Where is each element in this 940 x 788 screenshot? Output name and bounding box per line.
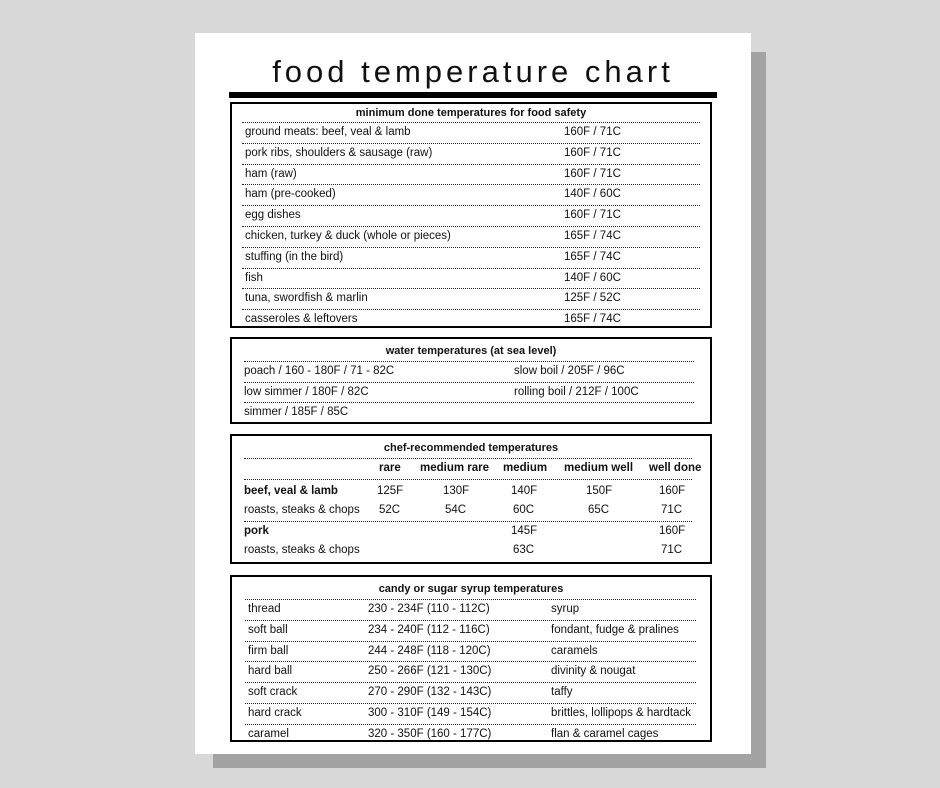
- safe-temp: 165F / 74C: [564, 313, 621, 326]
- candy-temp: 270 - 290F (132 - 143C): [368, 686, 492, 699]
- table-cell: 63C: [513, 544, 535, 557]
- safety-heading: minimum done temperatures for food safety: [355, 107, 587, 119]
- table-row: [242, 122, 700, 143]
- candy-temp: 300 - 310F (149 - 154C): [368, 706, 492, 719]
- candy-use: divinity & nougat: [551, 665, 636, 678]
- candy-use: caramels: [551, 644, 598, 657]
- candy-use: flan & caramel cages: [551, 727, 659, 740]
- chef-header-row: [244, 458, 702, 479]
- table-cell: 125F: [377, 484, 404, 497]
- candy-stage: hard ball: [248, 665, 293, 678]
- col-medium-well: medium well: [564, 462, 634, 474]
- candy-use: taffy: [551, 686, 573, 699]
- food-name: tuna, swordfish & marlin: [245, 292, 368, 305]
- table-row: [242, 288, 700, 309]
- pork-label: pork: [244, 524, 269, 537]
- food-name: pork ribs, shoulders & sausage (raw): [245, 146, 433, 159]
- chef-rows: [244, 458, 702, 561]
- water-left: poach / 160 - 180F / 71 - 82C: [244, 365, 395, 377]
- water-heading: water temperatures (at sea level): [385, 345, 557, 357]
- water-rows: [244, 361, 694, 423]
- candy-temp: 320 - 350F (160 - 177C): [368, 727, 492, 740]
- food-name: ham (pre-cooked): [245, 188, 336, 201]
- col-medium: medium: [503, 462, 548, 474]
- safe-temp: 140F / 60C: [564, 188, 621, 201]
- table-row: [242, 247, 700, 268]
- safe-temp: 160F / 71C: [564, 146, 621, 159]
- table-row: [242, 226, 700, 247]
- table-cell: 52C: [379, 503, 401, 516]
- chef-beef-c-row: [244, 501, 692, 521]
- table-row: [242, 184, 700, 205]
- table-row: [242, 268, 700, 289]
- water-right: slow boil / 205F / 96C: [514, 365, 625, 377]
- food-name: casseroles & leftovers: [245, 313, 358, 326]
- chef-table: [230, 434, 712, 564]
- table-cell: 60C: [513, 503, 535, 516]
- food-name: stuffing (in the bird): [245, 250, 344, 263]
- candy-stage: soft crack: [248, 686, 298, 699]
- candy-temp: 250 - 266F (121 - 130C): [368, 665, 492, 678]
- table-cell: 140F: [511, 484, 538, 497]
- table-cell: 54C: [445, 503, 467, 516]
- candy-use: syrup: [551, 603, 580, 615]
- beef-sub-label: roasts, steaks & chops: [244, 503, 360, 516]
- col-medium-rare: medium rare: [420, 462, 490, 474]
- candy-table: [230, 575, 712, 742]
- safety-table: [230, 102, 712, 328]
- chef-pork-f-row: [244, 521, 692, 542]
- candy-stage: caramel: [248, 727, 289, 740]
- food-name: fish: [245, 271, 263, 284]
- candy-stage: firm ball: [248, 644, 289, 657]
- safe-temp: 160F / 71C: [564, 209, 621, 222]
- table-row: [244, 402, 694, 423]
- food-name: egg dishes: [245, 209, 301, 222]
- table-row: [242, 164, 700, 185]
- table-cell: 71C: [661, 544, 683, 557]
- table-cell: 150F: [586, 484, 613, 497]
- safe-temp: 160F / 71C: [564, 126, 621, 138]
- candy-heading: candy or sugar syrup temperatures: [378, 583, 564, 595]
- table-row: [242, 143, 700, 164]
- safety-rows: [242, 122, 700, 330]
- table-row: [242, 309, 700, 330]
- safe-temp: 125F / 52C: [564, 292, 621, 305]
- table-cell: 71C: [661, 503, 683, 516]
- chef-heading: chef-recommended temperatures: [383, 442, 559, 454]
- water-right: rolling boil / 212F / 100C: [514, 385, 639, 398]
- table-cell: 130F: [443, 484, 470, 497]
- table-row: [244, 382, 694, 403]
- table-row: [242, 205, 700, 226]
- table-row: [245, 599, 696, 620]
- pork-sub-label: roasts, steaks & chops: [244, 544, 360, 557]
- table-row: [245, 682, 696, 703]
- chef-pork-c-row: [244, 541, 692, 561]
- candy-temp: 230 - 234F (110 - 112C): [368, 603, 490, 615]
- safe-temp: 165F / 74C: [564, 229, 621, 242]
- table-row: [245, 641, 696, 662]
- beef-label: beef, veal & lamb: [244, 484, 338, 497]
- water-left: low simmer / 180F / 82C: [244, 385, 369, 398]
- chef-beef-f-row: [244, 479, 692, 501]
- chart-sheet: [195, 33, 751, 754]
- food-name: ham (raw): [245, 167, 297, 180]
- table-row: [244, 361, 694, 382]
- food-name: ground meats: beef, veal & lamb: [245, 126, 411, 138]
- table-cell: 145F: [511, 524, 538, 537]
- table-cell: 65C: [588, 503, 610, 516]
- safe-temp: 140F / 60C: [564, 271, 621, 284]
- water-table: [230, 337, 712, 424]
- candy-use: fondant, fudge & pralines: [551, 623, 679, 636]
- col-rare: rare: [379, 462, 401, 474]
- candy-use: brittles, lollipops & hardtack: [551, 706, 691, 719]
- water-left: simmer / 185F / 85C: [244, 406, 349, 419]
- candy-temp: 234 - 240F (112 - 116C): [368, 623, 490, 636]
- table-row: [245, 724, 696, 745]
- table-row: [245, 620, 696, 641]
- candy-temp: 244 - 248F (118 - 120C): [368, 644, 491, 657]
- table-cell: 160F: [659, 524, 686, 537]
- page-title: food temperature chart: [272, 54, 674, 89]
- candy-stage: hard crack: [248, 706, 302, 719]
- safe-temp: 160F / 71C: [564, 167, 621, 180]
- candy-stage: thread: [248, 603, 281, 615]
- title-rule: [229, 92, 717, 98]
- food-name: chicken, turkey & duck (whole or pieces): [245, 229, 451, 242]
- candy-stage: soft ball: [248, 623, 288, 636]
- col-well-done: well done: [649, 462, 702, 474]
- table-cell: 160F: [659, 484, 686, 497]
- candy-rows: [245, 599, 696, 745]
- table-row: [245, 703, 696, 724]
- table-row: [245, 661, 696, 682]
- safe-temp: 165F / 74C: [564, 250, 621, 263]
